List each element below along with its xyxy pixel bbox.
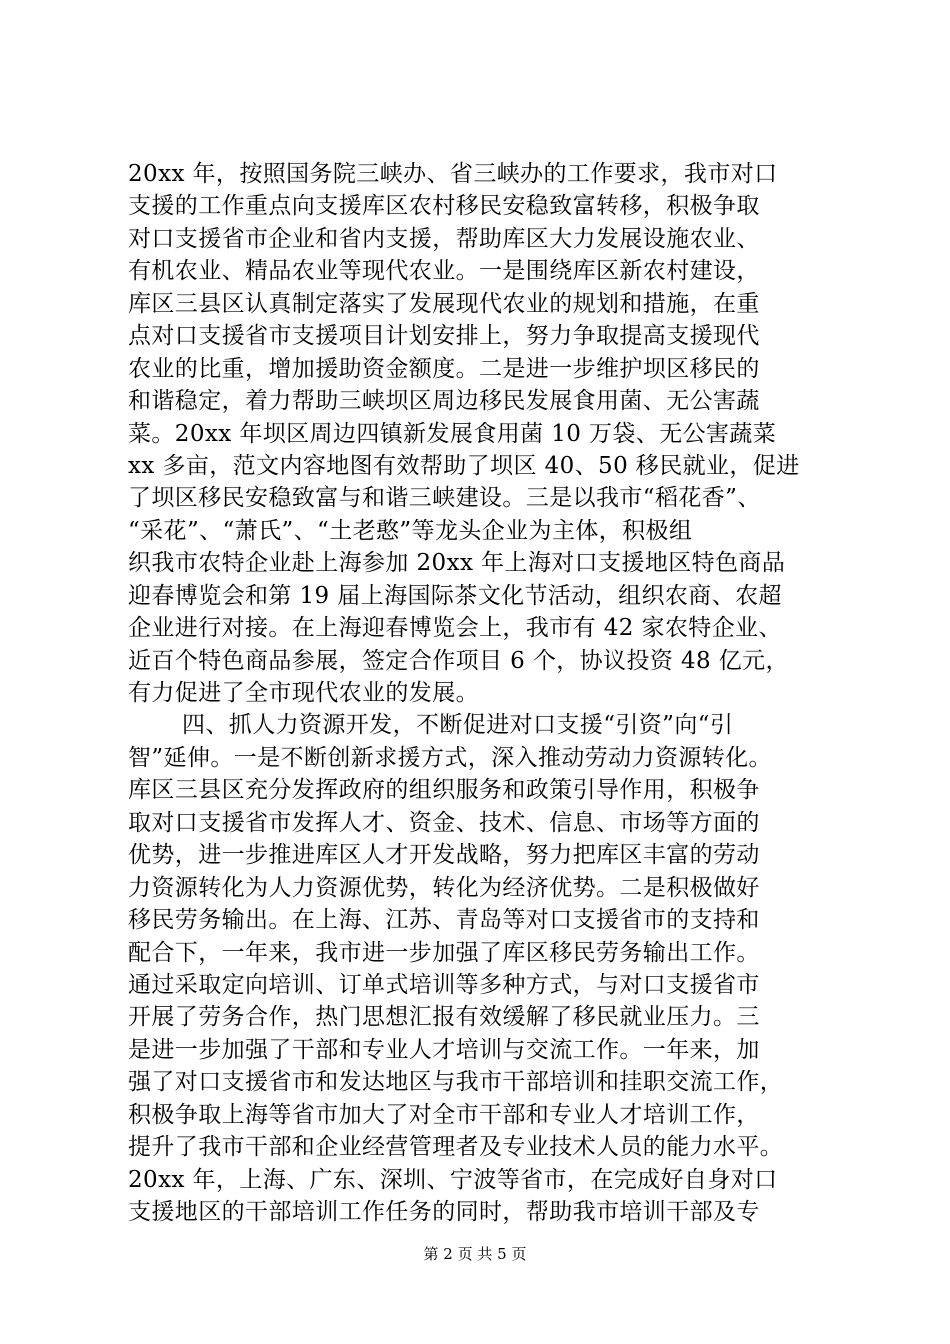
text-line: 智”延伸。一是不断创新求援方式，深入推动劳动力资源转化。 [128,744,772,771]
text-line: “采花”、“萧氏”、“土老憨”等龙头企业为主体，积极组 [128,517,693,544]
text-line: 优势，进一步推进库区人才开发战略，努力把库区丰富的劳动 [128,842,760,869]
text-line: xx 多亩，范文内容地图有效帮助了坝区 40、50 移民就业，促进 [128,452,800,479]
text-line: 库区三县区认真制定落实了发展现代农业的规划和措施，在重 [128,290,760,317]
text-line: 织我市农特企业赴上海参加 20xx 年上海对口支援地区特色商品 [128,550,786,577]
text-line: 支援地区的干部培训工作任务的同时，帮助我市培训干部及专 [128,1199,760,1225]
text-line: 支援的工作重点向支援库区农村移民安稳致富转移，积极争取 [128,193,760,220]
text-line: 强了对口支援省市和发达地区与我市干部培训和挂职交流工作， [128,1069,784,1096]
text-line: 点对口支援省市支援项目计划安排上，努力争取提高支援现代 [128,323,760,350]
text-line: 开展了劳务合作，热门思想汇报有效缓解了移民就业压力。三 [128,1004,760,1031]
text-line: 配合下，一年来，我市进一步加强了库区移民劳务输出工作。 [128,939,760,966]
text-line: 农业的比重，增加援助资金额度。二是进一步维护坝区移民的 [128,355,760,382]
paragraph-start-line: 四、抓人力资源开发，不断促进对口支援“引资”向“引 [182,712,734,739]
text-line: 取对口支援省市发挥人才、资金、技术、信息、市场等方面的 [128,809,760,836]
text-line: 移民劳务输出。在上海、江苏、青岛等对口支援省市的支持和 [128,907,760,934]
text-line: 菜。20xx 年坝区周边四镇新发展食用菌 10 万袋、无公害蔬菜 [128,420,777,447]
text-line: 力资源转化为人力资源优势，转化为经济优势。二是积极做好 [128,874,760,901]
text-line: 企业进行对接。在上海迎春博览会上，我市有 42 家农特企业、 [128,615,782,642]
text-line: 20xx 年，上海、广东、深圳、宁波等省市，在完成好自身对口 [128,1166,778,1193]
page-footer: 第 2 页 共 5 页 [423,1245,527,1263]
text-line: 有机农业、精品农业等现代农业。一是围绕库区新农村建设， [128,258,760,285]
text-line: 积极争取上海等省市加大了对全市干部和专业人才培训工作， [128,1101,760,1128]
text-line: 近百个特色商品参展，签定合作项目 6 个，协议投资 48 亿元， [128,647,789,674]
text-line: 有力促进了全市现代农业的发展。 [128,680,479,706]
text-line: 20xx 年，按照国务院三峡办、省三峡办的工作要求，我市对口 [128,161,778,187]
text-line: 库区三县区充分发挥政府的组织服务和政策引导作用，积极争 [128,777,760,804]
text-line: 通过采取定向培训、订单式培训等多种方式，与对口支援省市 [128,971,760,998]
text-line: 和谐稳定，着力帮助三峡坝区周边移民发展食用菌、无公害蔬 [128,388,760,415]
text-line: 对口支援省市企业和省内支援，帮助库区大力发展设施农业、 [128,225,760,252]
text-line: 是进一步加强了干部和专业人才培训与交流工作。一年来，加 [128,1036,760,1063]
text-line: 迎春博览会和第 19 届上海国际茶文化节活动，组织农商、农超 [128,582,782,609]
text-line: 了坝区移民安稳致富与和谐三峡建设。三是以我市“稻花香”、 [128,485,761,512]
text-line: 提升了我市干部和企业经营管理者及专业技术人员的能力水平。 [128,1134,784,1161]
body-text [128,158,828,1228]
